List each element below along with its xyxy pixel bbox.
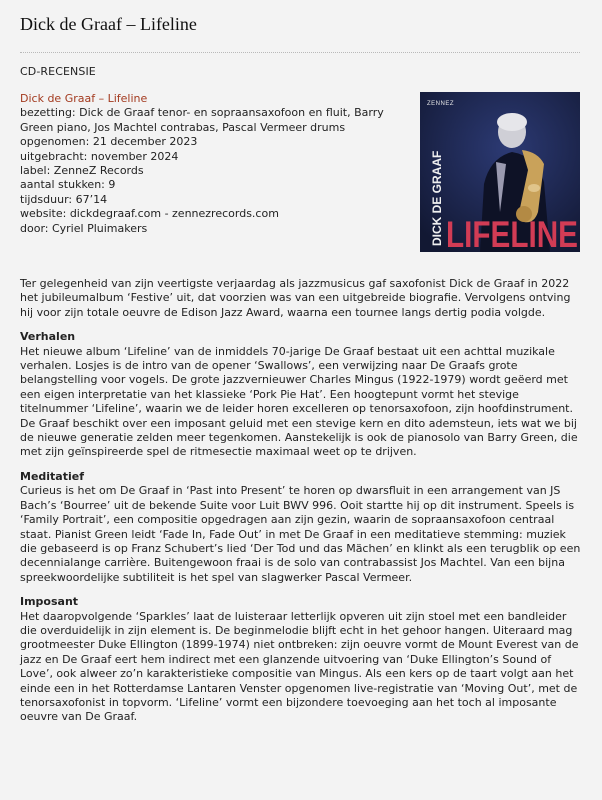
category-label: CD-RECENSIE [20, 65, 96, 78]
detail-line: label: ZenneZ Records [20, 164, 144, 178]
detail-line: opgenomen: 21 december 2023 [20, 135, 198, 149]
album-details [20, 92, 415, 236]
page-title: Dick de Graaf – Lifeline [20, 14, 197, 34]
section-paragraph: Het nieuwe album ‘Lifeline’ van de inmiddels 70-jarige De Graaf bestaat uit een achttal muzikale verhalen. Losjes is de intro van de opener ‘Swallows’, een verwijzing naar De Graafs grote belangstelling voor vogels. De grote jazzvernieuwer Charles Mingus (1922-1979) wordt geëerd met een eigen interpretatie van het klassieke ‘Pork Pie Hat’. Een hoogtepunt vormt het stevige titelnummer ‘Lifeline’, waarin we de leider horen excelleren op tenorsaxofoon, zijn hoofdinstrument. De Graaf beschikt over een imposant geluid met een stevige kern en dito ademsteun, iets wat we bij de nieuwe generatie zelden meer tegenkomen. Aanstekelijk is ook de pianosolo van Barry Green, die met zijn geïnspireerde spel de ritmesectie maximaal weet op te drijven. [20, 344, 578, 459]
detail-line: door: Cyriel Pluimakers [20, 221, 148, 235]
detail-line: tijdsduur: 67’14 [20, 192, 108, 206]
section-paragraph: Curieus is het om De Graaf in ‘Past into Present’ te horen op dwarsfluit in een arrangement van JS Bach’s ‘Bourree’ uit de bekende Suite voor Luit BWV 996. Ooit startte hij op dit instrument. Speels is ‘Family Portrait’, een compositie opgedragen aan zijn gezin, waarin de sopraansaxofoon centraal staat. Pianist Green leidt ‘Fade In, Fade Out’ in met De Graaf in een meditatieve stemming: muziek die gebaseerd is op Franz Schubert’s lied ‘Der Tod und das Mächen’ en klinkt als een terugblik op een decennialange carrière. Buitengewoon fraai is de solo van contrabassist Jos Machtel. Van een bijna spreekwoordelijke subtiliteit is het spel van slagwerker Pascal Vermeer. [20, 484, 581, 584]
detail-line: bezetting: Dick de Graaf tenor- en sopraansaxofoon en fluit, Barry [20, 106, 384, 120]
section-heading: Imposant [20, 595, 79, 609]
section-paragraph: Het daaropvolgende ‘Sparkles’ laat de luisteraar letterlijk opveren uit zijn stoel met een bandleider die overduidelijk in zijn element is. De beginmelodie blijft echt in het gehoor hangen. Uiteraard mag grootmeester Duke Ellington (1899-1974) niet ontbreken: zijn oeuvre vormt de Mount Everest van de jazz en De Graaf eert hem indirect met een glanzende uitvoering van ‘Duke Ellington’s Sound of Love’, ook alweer zo’n karakteristieke compositie van Mingus. Als een kers op de taart volgt aan het einde een in het Rotterdamse Lantaren Venster opgenomen live-registratie van ‘Moving Out’, met de tenorsaxofonist in topvorm. ‘Lifeline’ vormt een bijzondere toevoeging aan het toch al imposante oeuvre van De Graaf. [20, 609, 579, 724]
album-title-link[interactable]: Dick de Graaf – Lifeline [20, 92, 148, 105]
title-divider [20, 52, 580, 53]
cover-label: ZENNEZ [427, 101, 454, 107]
album-cover [420, 92, 580, 255]
detail-line: uitgebracht: november 2024 [20, 149, 179, 163]
detail-line: aantal stukken: 9 [20, 178, 116, 192]
cover-artist: DICK DE GRAAF [430, 150, 444, 246]
section-heading: Meditatief [20, 469, 85, 483]
cover-album-title: LIFELINE [446, 214, 578, 255]
section-heading: Verhalen [20, 330, 76, 344]
review-body [20, 277, 582, 735]
detail-line: website: dickdegraaf.com - zennezrecords.com [20, 207, 279, 221]
detail-line: Green piano, Jos Machtel contrabas, Pascal Vermeer drums [20, 120, 346, 134]
intro-paragraph: Ter gelegenheid van zijn veertigste verjaardag als jazzmusicus gaf saxofonist Dick de Graaf in 2022 het jubileumalbum ‘Festive’ uit, dat voorzien was van een uitgebreide biografie. Vervolgens ontving hij voor zijn totale oeuvre de Edison Jazz Award, waarna een tournee langs dertig podia volgde. [20, 277, 571, 319]
